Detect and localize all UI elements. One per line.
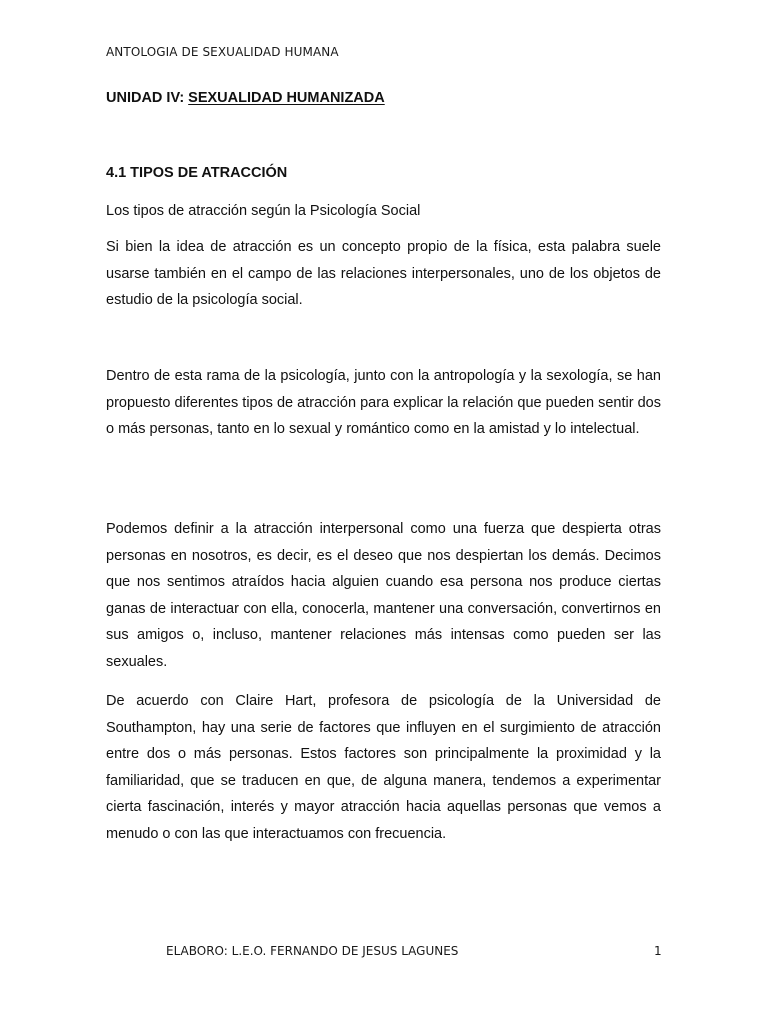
paragraph-2: Dentro de esta rama de la psicología, junto con la antropología y la sexología, se han propuesto diferentes tipos de atracción para explicar la relación que pueden sentir dos o más personas, tanto en lo sexual y romántico como en la amistad y lo intelectual. <box>106 368 661 438</box>
running-header: ANTOLOGIA DE SEXUALIDAD HUMANA <box>106 45 339 59</box>
section-subtitle: Los tipos de atracción según la Psicología Social <box>106 203 421 219</box>
paragraph-1: Si bien la idea de atracción es un concepto propio de la física, esta palabra suele usarse también en el campo de las relaciones interpersonales, uno de los objetos de estudio de la psicología social. <box>106 239 661 309</box>
section-title: 4.1 TIPOS DE ATRACCIÓN <box>106 165 288 181</box>
unit-prefix: UNIDAD IV: <box>106 90 189 106</box>
paragraph-4: De acuerdo con Claire Hart, profesora de psicología de la Universidad de Southampton, hay una serie de factores que influyen en el surgimiento de atracción entre dos o más personas. Estos factores son principalmente la proximidad y la familiaridad, que se traducen en que, de alguna manera, tendemos a experimentar cierta fascinación, interés y mayor atracción hacia aquellas personas que vemos a menudo o con las que interactuamos con frecuencia. <box>106 693 661 842</box>
unit-heading <box>106 90 385 106</box>
paragraph-3: Podemos definir a la atracción interpersonal como una fuerza que despierta otras personas en nosotros, es decir, es el deseo que nos despiertan los demás. Decimos que nos sentimos atraídos hacia alguien cuando esa persona nos produce ciertas ganas de interactuar con ella, conocerla, mantener una conversación, convertirnos en sus amigos o, incluso, mantener relaciones más intensas como pueden ser las sexuales. <box>106 521 661 670</box>
footer-author: ELABORO: L.E.O. FERNANDO DE JESUS LAGUNES <box>166 944 459 958</box>
unit-name: SEXUALIDAD HUMANIZADA <box>188 90 385 106</box>
page-number: 1 <box>654 944 662 958</box>
